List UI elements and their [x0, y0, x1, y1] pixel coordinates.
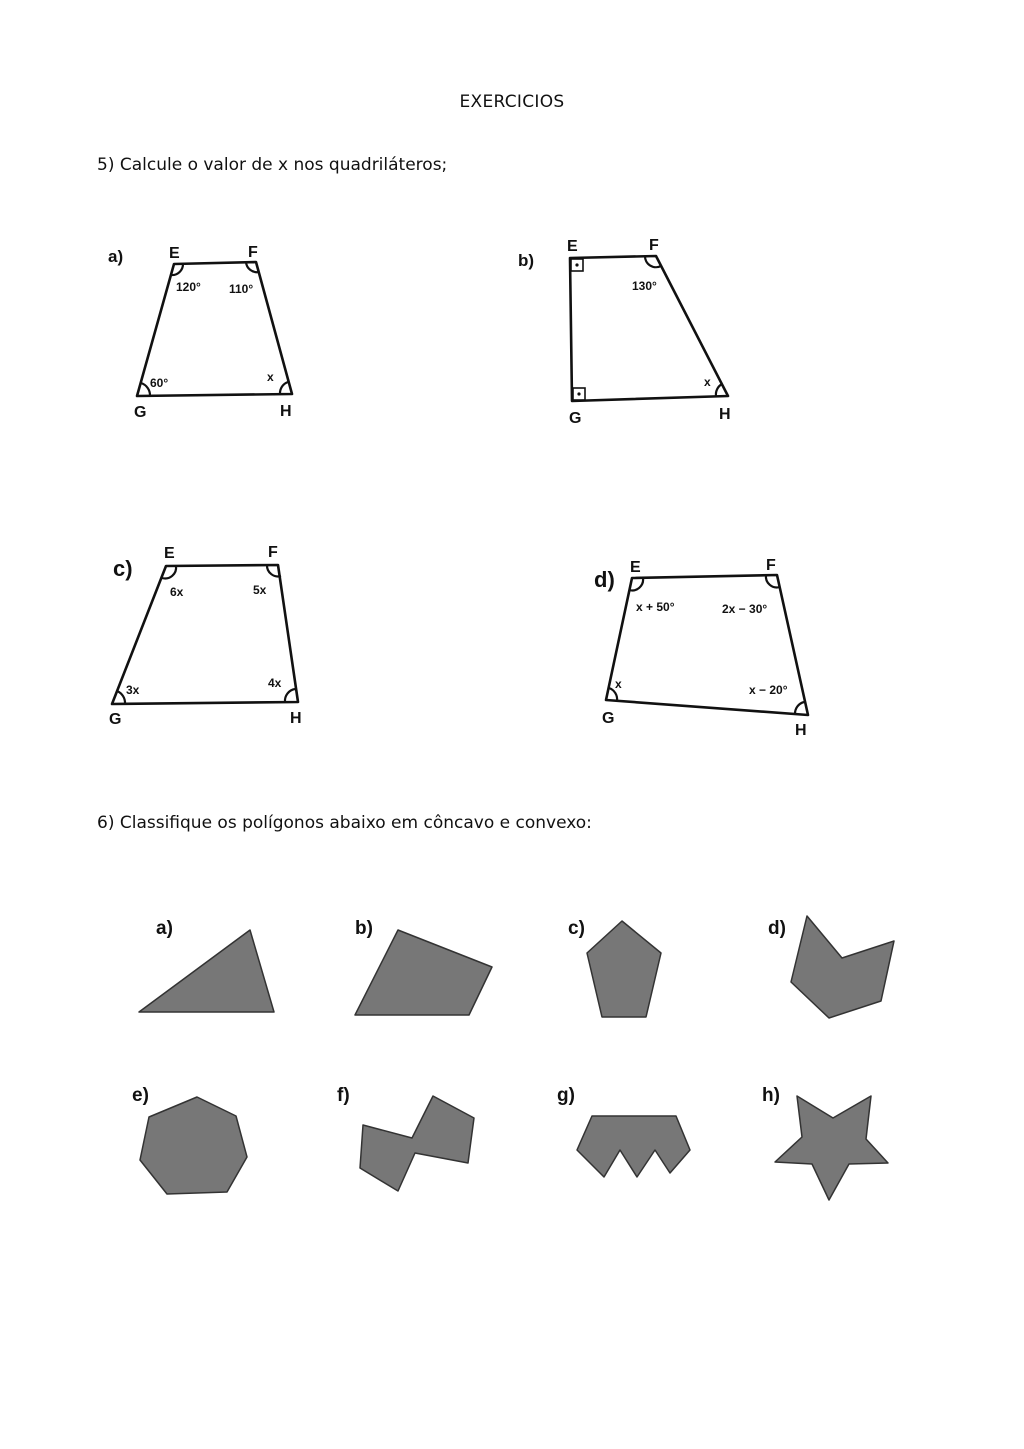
angle-f-value: 110°	[229, 282, 254, 296]
angle-arc-g	[141, 383, 150, 396]
vertex-f-label: F	[268, 544, 278, 561]
vertex-f-label: F	[248, 244, 258, 261]
polygon-h-label: h)	[762, 1085, 780, 1106]
polygon-f-label: f)	[337, 1085, 350, 1106]
polygon-e-label: e)	[132, 1085, 149, 1106]
figure-d-label: d)	[594, 567, 615, 592]
polygon-b-label: b)	[355, 918, 373, 939]
angle-e-value: x + 50°	[636, 600, 675, 614]
angle-h-value: x	[704, 375, 711, 389]
polygon-c-pentagon	[587, 921, 661, 1017]
vertex-e-label: E	[630, 559, 641, 576]
page-title: EXERCICIOS	[459, 92, 565, 112]
angle-arc-h	[795, 702, 804, 714]
question-5-text: 5) Calcule o valor de x nos quadriláteros;	[97, 155, 448, 175]
angle-f-value: 130°	[632, 279, 657, 293]
figure-a-label: a)	[108, 247, 124, 266]
angle-e-value: 6x	[170, 585, 184, 599]
polygon-g-label: g)	[557, 1085, 575, 1106]
polygon-g-concave	[577, 1116, 690, 1177]
quadrilateral-c	[109, 544, 302, 728]
polygon-c-label: c)	[568, 918, 585, 939]
vertex-e-label: E	[169, 245, 180, 262]
vertex-h-label: H	[280, 403, 292, 420]
figure-c-label: c)	[113, 556, 133, 581]
vertex-g-label: G	[134, 404, 147, 421]
polygon-h-star	[775, 1096, 888, 1200]
vertex-g-label: G	[569, 410, 582, 427]
polygon-d-concave	[791, 916, 894, 1018]
angle-h-value: x	[267, 370, 274, 384]
angle-arc-h	[280, 382, 288, 394]
polygon-f-concave	[360, 1096, 474, 1191]
polygon-a-triangle	[139, 930, 274, 1012]
vertex-g-label: G	[109, 711, 122, 728]
angle-f-value: 2x − 30°	[722, 602, 768, 616]
angle-e-value: 120°	[176, 280, 201, 294]
polygon-e-heptagon	[140, 1097, 247, 1194]
vertex-h-label: H	[795, 722, 807, 739]
polygon-b-quadrilateral	[355, 930, 492, 1015]
angle-g-value: 60°	[150, 376, 169, 390]
angle-h-value: x − 20°	[749, 683, 788, 697]
angle-h-value: 4x	[268, 676, 282, 690]
angle-f-value: 5x	[253, 583, 267, 597]
vertex-g-label: G	[602, 710, 615, 727]
vertex-f-label: F	[766, 557, 776, 574]
right-angle-e-dot	[575, 263, 578, 266]
vertex-e-label: E	[164, 545, 175, 562]
question-6-text: 6) Classifique os polígonos abaixo em côncavo e convexo:	[97, 813, 592, 833]
vertex-h-label: H	[290, 710, 302, 727]
quadrilateral-b	[518, 237, 731, 427]
right-angle-g-dot	[577, 392, 580, 395]
angle-arc-g	[117, 691, 125, 704]
vertex-h-label: H	[719, 406, 731, 423]
quadrilateral-d	[594, 557, 808, 739]
vertex-e-label: E	[567, 238, 578, 255]
angle-arc-h	[716, 384, 722, 396]
angle-g-value: x	[615, 677, 622, 691]
angle-arc-h	[285, 689, 295, 702]
figure-b-label: b)	[518, 251, 535, 270]
polygon-grid	[132, 916, 894, 1200]
quadrilateral-a	[108, 244, 292, 421]
angle-g-value: 3x	[126, 683, 140, 697]
vertex-f-label: F	[649, 237, 659, 254]
polygon-d-label: d)	[768, 918, 786, 939]
polygon-a-label: a)	[156, 918, 173, 939]
